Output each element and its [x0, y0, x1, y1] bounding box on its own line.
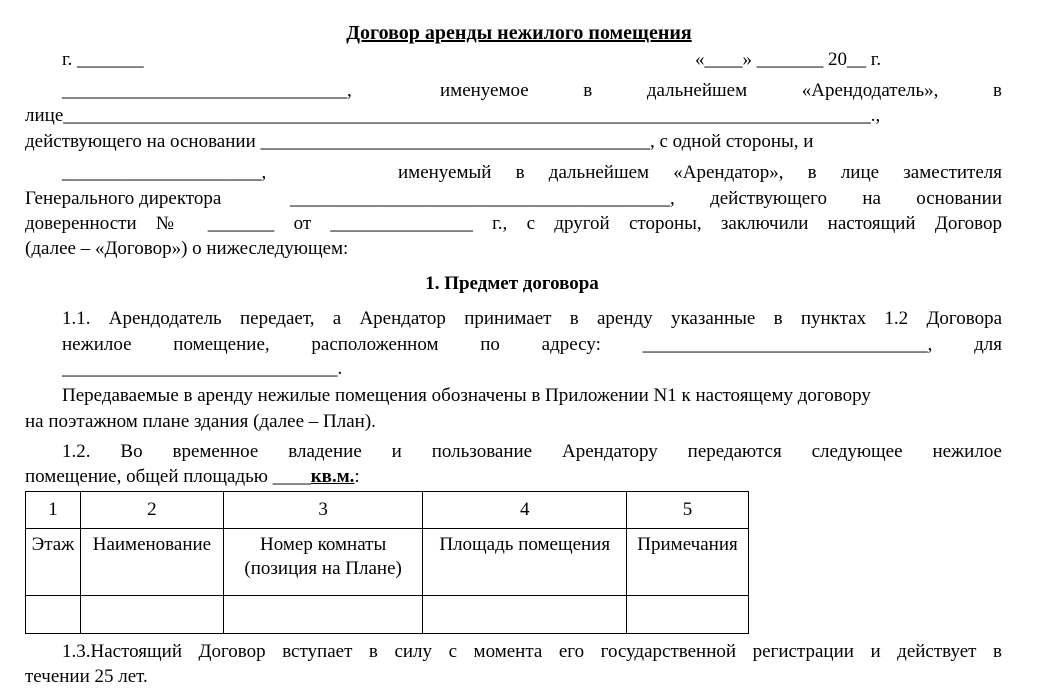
document-title: Договор аренды нежилого помещения	[346, 22, 692, 44]
tenant-name-blank: _____________________,	[62, 162, 267, 183]
table-cell	[223, 596, 423, 634]
plan-paragraph-line-1: Передаваемые в аренду нежилые помещения обозначены в Приложении N1 к настоящему договору	[62, 385, 871, 406]
section-1-heading: 1. Предмет договора	[425, 273, 599, 294]
table-header-cell: Номер комнаты (позиция на Плане)	[223, 529, 423, 596]
table-cell: 2	[80, 492, 223, 529]
table-cell: 4	[423, 492, 627, 529]
table-cell	[627, 596, 749, 634]
clause-1-2-line-2	[25, 466, 360, 488]
plan-paragraph-line-2: на поэтажном плане здания (далее – План).	[25, 411, 376, 432]
table-header-cell: Наименование	[80, 529, 223, 596]
tenant-line-2b: ________________________________________, действующего на основании	[290, 188, 1002, 209]
table-cell	[423, 596, 627, 634]
table-row	[26, 596, 749, 634]
tenant-line-4: (далее – «Договор») о нижеследующем:	[25, 238, 349, 259]
clause-1-2-suffix: :	[354, 466, 360, 487]
table-number-row	[26, 492, 749, 529]
table-cell	[26, 596, 81, 634]
clause-1-1-line-3: _____________________________.	[62, 358, 343, 379]
clause-1-3-line-2: течении 25 лет.	[25, 666, 148, 687]
tenant-line-2a: Генерального директора	[25, 188, 222, 209]
table-cell: 1	[26, 492, 81, 529]
table-cell	[80, 596, 223, 634]
table-cell: 3	[223, 492, 423, 529]
landlord-line-1: именуемое в дальнейшем «Арендодатель», в	[440, 80, 1002, 101]
clause-1-1-line-2: нежилое помещение, расположенном по адресу: ______________________________, для	[62, 334, 1002, 355]
table-cell: 5	[627, 492, 749, 529]
landlord-line-2: лице_____________________________________________________________________________________.,	[25, 105, 881, 126]
clause-1-2-prefix: помещение, общей площадью ____	[25, 466, 311, 487]
landlord-name-blank: ______________________________,	[62, 80, 352, 101]
clause-1-1-line-1: 1.1. Арендодатель передает, а Арендатор принимает в аренду указанные в пунктах 1.2 Договора	[62, 308, 1002, 329]
table-header-cell: Этаж	[26, 529, 81, 596]
table-header-cell: Примечания	[627, 529, 749, 596]
clause-1-2-line-1: 1.2. Во временное владение и пользование Арендатору передаются следующее нежилое	[62, 441, 1002, 462]
table-header-row	[26, 529, 749, 596]
tenant-line-1: именуемый в дальнейшем «Арендатор», в лице заместителя	[398, 162, 1002, 183]
area-unit: кв.м.	[310, 466, 355, 487]
city-line: г. _______	[62, 49, 144, 70]
table-header-cell: Площадь помещения	[423, 529, 627, 596]
tenant-line-3: доверенности № _______ от _______________ г., с другой стороны, заключили настоящий Договор	[25, 213, 1002, 234]
premises-table	[25, 491, 749, 634]
date-line: «____» _______ 20__ г.	[695, 49, 882, 70]
clause-1-3-line-1: 1.3.Настоящий Договор вступает в силу с момента его государственной регистрации и действует в	[62, 641, 1002, 662]
landlord-line-3: действующего на основании _________________________________________, с одной стороны, и	[25, 131, 814, 152]
